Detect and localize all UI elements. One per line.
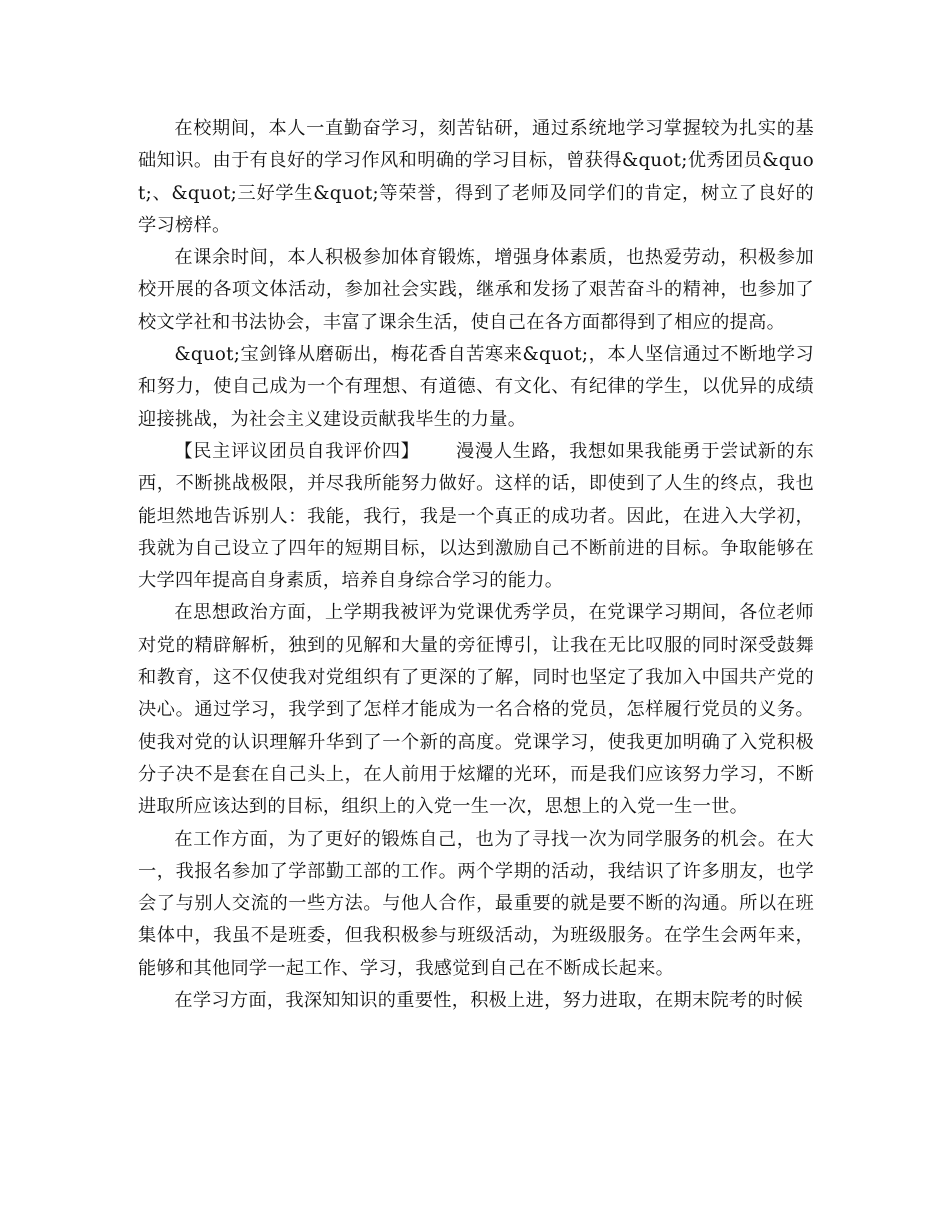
paragraph-study: 在学习方面，我深知知识的重要性，积极上进，努力进取，在期末院考的时候: [174, 990, 803, 1012]
paragraph-life-road-text: 漫漫人生路，我想如果我能勇于尝试新的东西，不断挑战极限，并尽我所能努力做好。这样的话，即使到了人生的终点，我也能坦然地告诉别人：我能，我行，我是一个真正的成功者。因此，在进入大学初，我就为自己设立了四年的短期目标，以达到激励自己不断前进的目标。争取能够在大学四年提高自身素质，培养自身综合学习的能力。: [138, 440, 815, 592]
paragraph-work: 在工作方面，为了更好的锻炼自己，也为了寻找一次为同学服务的机会。在大一，我报名参加了学部勤工部的工作。两个学期的活动，我结识了许多朋友，也学会了与别人交流的一些方法。与他人合作，最重要的就是要不断的沟通。所以在班集体中，我虽不是班委，但我积极参与班级活动，为班级服务。在学生会两年来，能够和其他同学一起工作、学习，我感觉到自己在不断成长起来。: [138, 828, 814, 979]
paragraph-self-evaluation-four: [138, 436, 814, 597]
section-heading: 【民主评议团员自我评价四】: [174, 440, 420, 462]
paragraph-political-thought: 在思想政治方面，上学期我被评为党课优秀学员，在党课学习期间，各位老师对党的精辟解析，独到的见解和大量的旁征博引，让我在无比叹服的同时深受鼓舞和教育，这不仅使我对党组织有了更深的了解，同时也坚定了我加入中国共产党的决心。通过学习，我学到了怎样才能成为一名合格的党员，怎样履行党员的义务。使我对党的认识理解升华到了一个新的高度。党课学习，使我更加明确了入党积极分子决不是套在自己头上，在人前用于炫耀的光环，而是我们应该努力学习，不断进取所应该达到的目标，组织上的入党一生一次，思想上的入党一生一世。: [138, 602, 814, 818]
document-body: [138, 113, 814, 1017]
paragraph-extracurricular: 在课余时间，本人积极参加体育锻炼，增强身体素质，也热爱劳动，积极参加校开展的各项文体活动，参加社会实践，继承和发扬了艰苦奋斗的精神，也参加了校文学社和书法协会，丰富了课余生活，使自己在各方面都得到了相应的提高。: [138, 247, 814, 333]
paragraph-school-study: 在校期间，本人一直勤奋学习，刻苦钻研，通过系统地学习掌握较为扎实的基础知识。由于有良好的学习作风和明确的学习目标，曾获得&quot;优秀团员&quot;、&quot;三好学生&quot;等荣誉，得到了老师及同学们的肯定，树立了良好的学习榜样。: [138, 118, 814, 236]
paragraph-motto: &quot;宝剑锋从磨砺出，梅花香自苦寒来&quot;，本人坚信通过不断地学习和努力，使自己成为一个有理想、有道德、有文化、有纪律的学生，以优异的成绩迎接挑战，为社会主义建设贡献我毕生的力量。: [138, 344, 814, 430]
